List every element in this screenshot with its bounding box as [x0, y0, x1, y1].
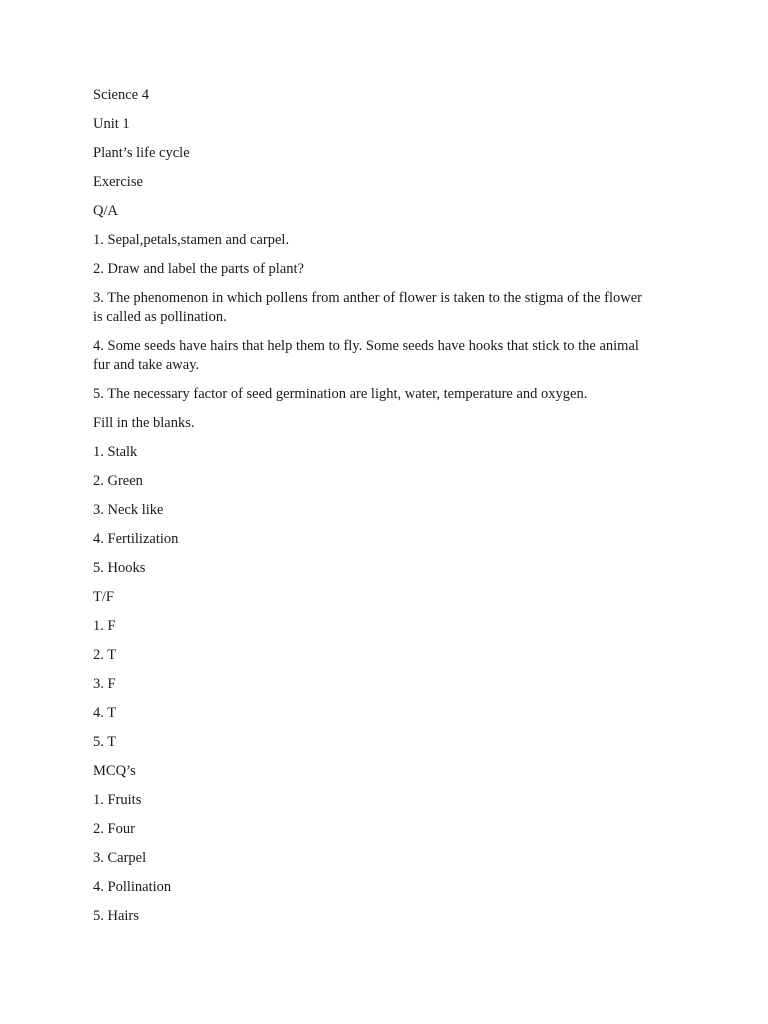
mcq-answer: 3. Carpel — [93, 850, 147, 866]
unit-title: Unit 1 — [93, 116, 130, 132]
true-false-answer: 3. F — [93, 676, 116, 692]
subject-title: Science 4 — [93, 87, 149, 103]
fill-blank-answer: 1. Stalk — [93, 444, 138, 460]
document-page — [93, 86, 653, 936]
fill-blank-answer: 5. Hooks — [93, 560, 146, 576]
mcq-heading: MCQ’s — [93, 763, 136, 779]
qa-answer: 2. Draw and label the parts of plant? — [93, 261, 304, 277]
mcq-answer: 5. Hairs — [93, 908, 139, 924]
chapter-title: Plant’s life cycle — [93, 145, 190, 161]
qa-answer: 3. The phenomenon in which pollens from anther of flower is taken to the stigma of the flower is called as pollination. — [93, 290, 642, 325]
fill-blank-answer: 4. Fertilization — [93, 531, 179, 547]
mcq-answer: 4. Pollination — [93, 879, 172, 895]
qa-answer: 1. Sepal,petals,stamen and carpel. — [93, 232, 290, 248]
mcq-answer: 1. Fruits — [93, 792, 142, 808]
true-false-answer: 4. T — [93, 705, 117, 721]
qa-heading: Q/A — [93, 203, 118, 219]
mcq-answer: 2. Four — [93, 821, 135, 837]
exercise-heading: Exercise — [93, 174, 143, 190]
true-false-answer: 1. F — [93, 618, 116, 634]
true-false-heading: T/F — [93, 589, 114, 605]
fill-blank-answer: 2. Green — [93, 473, 143, 489]
true-false-answer: 2. T — [93, 647, 117, 663]
qa-answer: 4. Some seeds have hairs that help them to fly. Some seeds have hooks that stick to the animal fur and take away. — [93, 338, 639, 373]
qa-answer: 5. The necessary factor of seed germination are light, water, temperature and oxygen. — [93, 386, 588, 402]
fill-blank-answer: 3. Neck like — [93, 502, 164, 518]
true-false-answer: 5. T — [93, 734, 117, 750]
fill-blanks-heading: Fill in the blanks. — [93, 415, 195, 431]
